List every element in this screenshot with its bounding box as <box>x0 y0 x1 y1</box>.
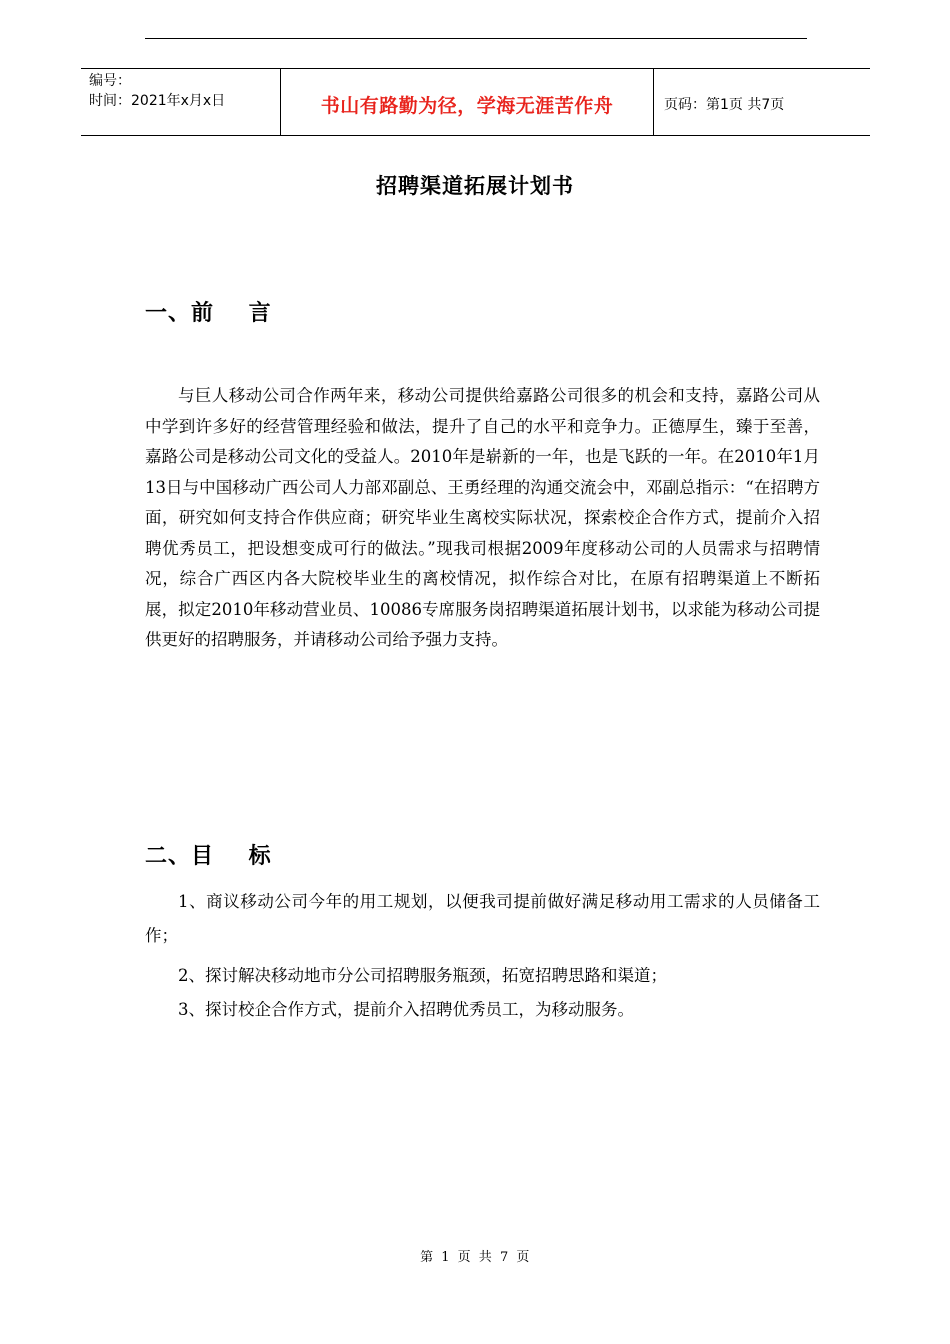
section-heading-preface: 一、前 言 <box>145 300 272 326</box>
goal-item-1: 1、商议移动公司今年的用工规划，以便我司提前做好满足移动用工需求的人员储备工作； <box>145 892 820 945</box>
document-title: 招聘渠道拓展计划书 <box>376 173 574 198</box>
page-footer: 第 1 页 共 7 页 <box>420 1250 530 1265</box>
header-meta-cell <box>81 69 281 135</box>
preface-paragraph: 与巨人移动公司合作两年来，移动公司提供给嘉路公司很多的机会和支持，嘉路公司从中学到许多好的经营管理经验和做法，提升了自己的水平和竞争力。正德厚生，臻于至善，嘉路公司是移动公司文化的受益人。2010年是崭新的一年，也是飞跃的一年。在2010年1月13日与中国移动广西公司人力部邓副总、王勇经理的沟通交流会中，邓副总指示：“在招聘方面，研究如何支持合作供应商；研究毕业生离校实际状况，探索校企合作方式，提前介入招聘优秀员工，把设想变成可行的做法。”现我司根据2009年度移动公司的人员需求与招聘情况，综合广西区内各大院校毕业生的离校情况，拟作综合对比，在原有招聘渠道上不断拓展，拟定2010年移动营业员、10086专席服务岗招聘渠道拓展计划书，以求能为移动公司提供更好的招聘服务，并请移动公司给予强力支持。 <box>145 386 820 649</box>
top-rule <box>145 38 807 39</box>
serial-number-label: 编号： <box>89 73 131 89</box>
header-motto-cell <box>281 69 654 135</box>
page-info-label: 页码：第1页 共7页 <box>664 97 785 113</box>
date-label: 时间：2021年x月x日 <box>89 93 226 109</box>
goal-item-3: 3、探讨校企合作方式，提前介入招聘优秀员工，为移动服务。 <box>178 1000 634 1019</box>
motto-text: 书山有路勤为径，学海无涯苦作舟 <box>320 94 614 117</box>
section-heading-goals: 二、目 标 <box>145 843 272 869</box>
header-page-cell <box>654 69 870 135</box>
goal-item-2: 2、探讨解决移动地市分公司招聘服务瓶颈，拓宽招聘思路和渠道； <box>178 966 667 985</box>
header-table <box>81 68 870 136</box>
